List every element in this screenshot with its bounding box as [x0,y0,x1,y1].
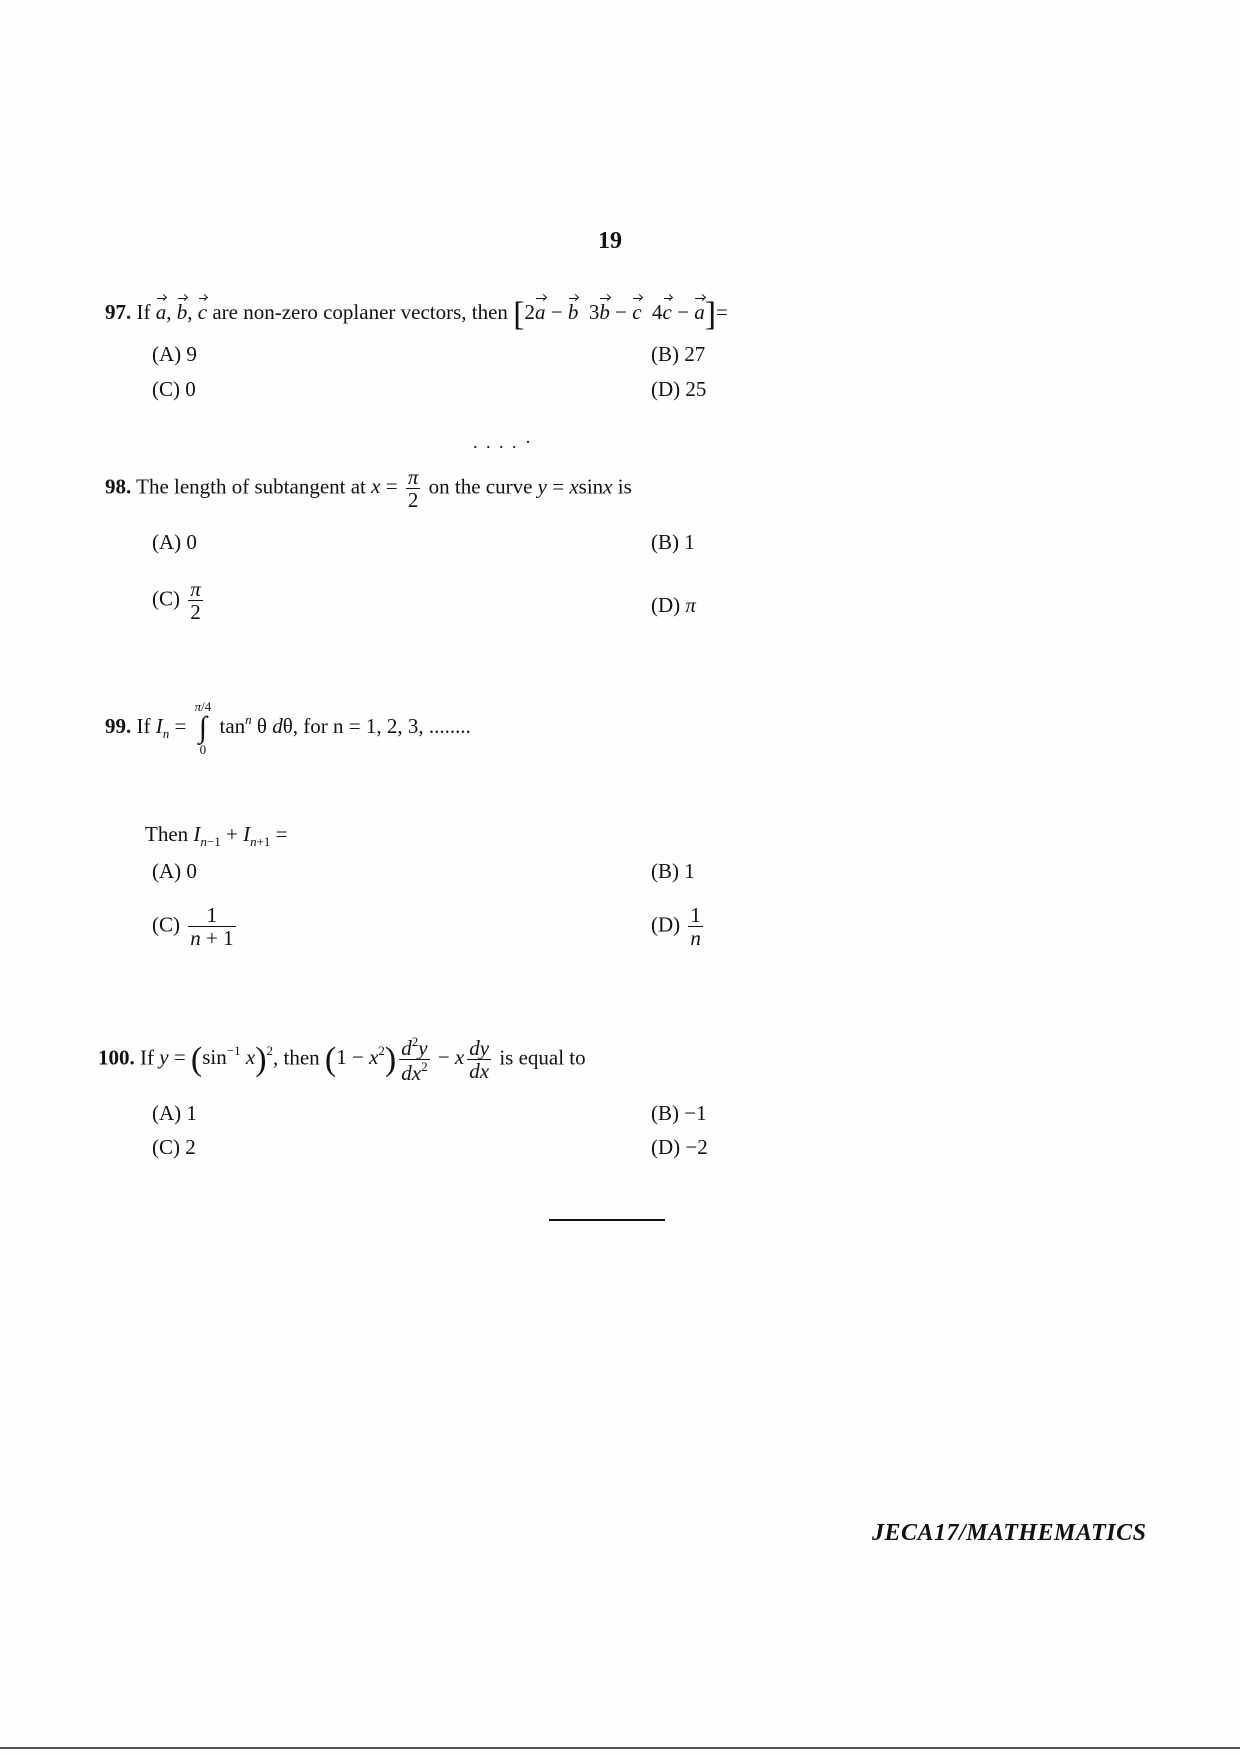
question-text: is [617,474,632,499]
math-pi: π [685,593,696,617]
math-expression: $(1 - x^2)$ $\frac{d^2y}{dx^2}$ − x $\frac{dy}{dx}$ [324,1034,490,1086]
math-sum: $I_{n-1} + I_{n+1}$ = [193,822,288,849]
question-number: 98. [105,474,132,499]
question-text: Then [145,822,189,846]
question-text: on the curve [428,474,533,499]
option-a[interactable]: (A) 0 [152,859,197,883]
option-label: (C) [152,586,180,611]
math-integral: $I_n$ = π/4 ∫ 0 $\tan^n \theta$ dθ, [155,699,299,757]
question-number: 97. [105,300,132,324]
option-c[interactable]: (C) 0 [152,377,196,401]
math-pi-over-2: $\frac{\pi}{2}$ [190,577,201,625]
question-number: 100. [98,1045,135,1070]
math-series: n = 1, 2, 3, ........ [333,713,471,738]
option-d[interactable]: (D) 25 [651,377,707,401]
page-number: 19 [598,228,622,254]
option-c[interactable]: (C) 2 [152,1135,196,1159]
page-bottom-edge [0,1747,1240,1749]
question-99-then [145,822,288,850]
question-text: , then [273,1045,320,1070]
question-100 [98,1035,586,1084]
math-one-over-n: $\frac{1}{n}$ [690,903,701,951]
option-b[interactable]: (B) 1 [651,859,695,883]
question-number: 99. [105,713,132,738]
option-a[interactable]: (A) 9 [152,342,197,366]
option-a[interactable]: (A) 1 [152,1101,197,1125]
math-one-over-n-plus-1: $\frac{1}{n + 1}$ [190,903,234,951]
question-text: If [136,300,151,324]
question-97 [105,296,728,334]
question-text: If [136,713,151,738]
option-b[interactable]: (B) −1 [651,1101,707,1125]
question-text: for [303,713,328,738]
option-label: (D) [651,593,681,617]
question-text: The length of subtangent at [136,474,366,499]
question-text: If [140,1045,154,1070]
question-text: is equal to [499,1045,586,1070]
end-divider [549,1219,665,1221]
footer-code: JECA17/MATHEMATICS [872,1520,1147,1546]
question-99 [105,700,471,756]
math-vectors: a, b, c [155,300,208,324]
math-curve: y = xsinx [537,474,613,499]
option-c[interactable] [152,904,239,949]
math-box-product: [2a − b 3b − c 4c − a]= [513,296,728,333]
stray-mark: . . . . · [473,432,533,452]
math-x-equals: x = $\frac{\pi}{2}$ [371,465,419,513]
option-b[interactable]: (B) 27 [651,342,706,366]
question-98 [105,466,632,511]
option-d[interactable]: (D) −2 [651,1135,708,1159]
option-a[interactable]: (A) 0 [152,530,197,554]
option-b[interactable]: (B) 1 [651,530,695,554]
option-d[interactable] [651,593,696,618]
math-y-def: $y = (\sin^{-1}$ x)$^2$ [159,1041,274,1079]
option-d[interactable] [651,904,706,949]
option-c[interactable] [152,578,206,623]
question-text: are non-zero coplaner vectors, then [212,300,508,324]
option-label: (D) [651,912,681,937]
option-label: (C) [152,912,180,937]
